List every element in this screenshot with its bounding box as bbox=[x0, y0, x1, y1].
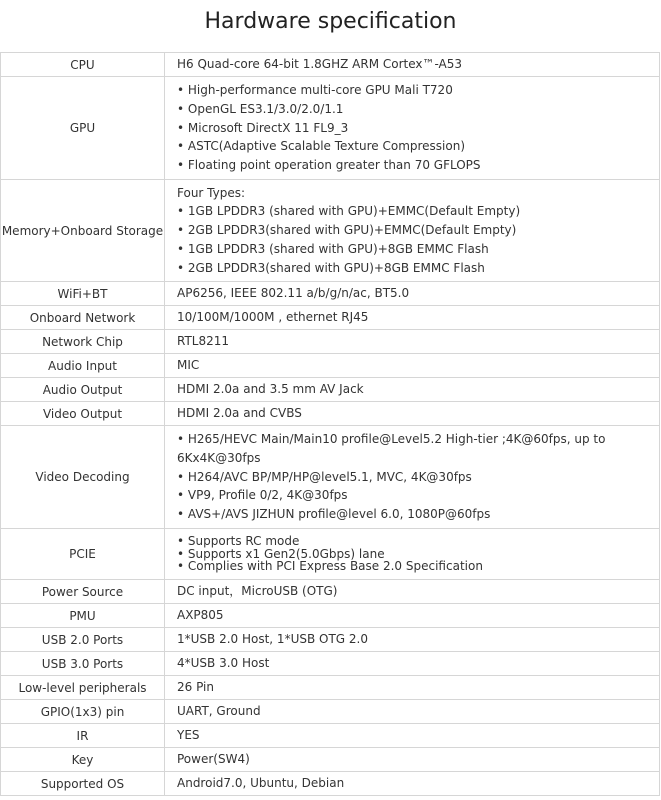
spec-value-line: 4*USB 3.0 Host bbox=[177, 656, 270, 671]
spec-label: GPIO(1x3) pin bbox=[1, 700, 165, 724]
spec-value bbox=[165, 652, 660, 676]
spec-value-line: • AVS+/AVS JIZHUN profile@level 6.0, 1080P@60fps bbox=[177, 507, 491, 522]
spec-value-line: RTL8211 bbox=[177, 334, 230, 349]
spec-label: USB 2.0 Ports bbox=[1, 628, 165, 652]
spec-value-line: UART, Ground bbox=[177, 704, 261, 719]
spec-value bbox=[165, 330, 660, 354]
spec-value bbox=[165, 724, 660, 748]
spec-label: IR bbox=[1, 724, 165, 748]
spec-row bbox=[1, 53, 660, 77]
spec-row bbox=[1, 282, 660, 306]
spec-label: Network Chip bbox=[1, 330, 165, 354]
spec-row bbox=[1, 652, 660, 676]
spec-label: Memory+Onboard Storage bbox=[1, 180, 165, 282]
spec-table bbox=[0, 52, 660, 796]
spec-row bbox=[1, 580, 660, 604]
spec-value bbox=[165, 628, 660, 652]
spec-row bbox=[1, 748, 660, 772]
spec-value-line: DC input，MicroUSB (OTG) bbox=[177, 584, 338, 599]
spec-row bbox=[1, 724, 660, 748]
spec-value-line: AP6256, IEEE 802.11 a/b/g/n/ac, BT5.0 bbox=[177, 286, 410, 301]
spec-label: Audio Output bbox=[1, 378, 165, 402]
spec-label: GPU bbox=[1, 77, 165, 180]
spec-value-line: • OpenGL ES3.1/3.0/2.0/1.1 bbox=[177, 101, 344, 116]
spec-value-line: 10/100M/1000M , ethernet RJ45 bbox=[177, 310, 369, 325]
spec-row bbox=[1, 180, 660, 282]
spec-value-line: • Microsoft DirectX 11 FL9_3 bbox=[177, 120, 349, 135]
spec-label: Power Source bbox=[1, 580, 165, 604]
spec-label: PMU bbox=[1, 604, 165, 628]
spec-value bbox=[165, 676, 660, 700]
spec-value-line: • H264/AVC BP/MP/HP@level5.1, MVC, 4K@30fps bbox=[177, 469, 472, 484]
spec-label: Video Decoding bbox=[1, 426, 165, 529]
spec-value bbox=[165, 426, 660, 529]
spec-label: Audio Input bbox=[1, 354, 165, 378]
spec-row bbox=[1, 772, 660, 796]
spec-value bbox=[165, 306, 660, 330]
spec-value-line: • H265/HEVC Main/Main10 profile@Level5.2 High-tier ;4K@60fps, up to bbox=[177, 432, 606, 446]
spec-value bbox=[165, 354, 660, 378]
spec-value-line: 1*USB 2.0 Host, 1*USB OTG 2.0 bbox=[177, 632, 368, 647]
spec-value bbox=[165, 700, 660, 724]
spec-value-line: MIC bbox=[177, 358, 200, 373]
spec-value bbox=[165, 529, 660, 580]
spec-row bbox=[1, 402, 660, 426]
spec-value-line: • 1GB LPDDR3 (shared with GPU)+EMMC(Default Empty) bbox=[177, 204, 521, 219]
spec-row bbox=[1, 354, 660, 378]
spec-value-line: • 2GB LPDDR3(shared with GPU)+8GB EMMC Flash bbox=[177, 260, 485, 275]
page-title: Hardware specification bbox=[204, 9, 457, 34]
spec-value-line: Power(SW4) bbox=[177, 752, 250, 767]
spec-label: USB 3.0 Ports bbox=[1, 652, 165, 676]
spec-value-line: Android7.0, Ubuntu, Debian bbox=[177, 776, 345, 791]
spec-value bbox=[165, 378, 660, 402]
spec-value bbox=[165, 748, 660, 772]
spec-value-line: • Floating point operation greater than 70 GFLOPS bbox=[177, 158, 481, 173]
spec-value-line: YES bbox=[177, 728, 200, 743]
spec-label: Key bbox=[1, 748, 165, 772]
spec-label: Video Output bbox=[1, 402, 165, 426]
spec-value bbox=[165, 180, 660, 282]
spec-value-line: • Complies with PCI Express Base 2.0 Specification bbox=[177, 559, 483, 574]
spec-row bbox=[1, 378, 660, 402]
spec-row bbox=[1, 426, 660, 529]
spec-row bbox=[1, 77, 660, 180]
spec-value-line: 26 Pin bbox=[177, 680, 214, 695]
spec-row bbox=[1, 330, 660, 354]
spec-label: Onboard Network bbox=[1, 306, 165, 330]
spec-label: PCIE bbox=[1, 529, 165, 580]
spec-label: WiFi+BT bbox=[1, 282, 165, 306]
spec-value bbox=[165, 772, 660, 796]
spec-value-line: HDMI 2.0a and CVBS bbox=[177, 406, 302, 421]
spec-value bbox=[165, 402, 660, 426]
spec-value-line: • Supports RC mode bbox=[177, 534, 300, 549]
spec-value-line: 6Kx4K@30fps bbox=[177, 450, 261, 465]
spec-label: Low-level peripherals bbox=[1, 676, 165, 700]
spec-value-line: • 1GB LPDDR3 (shared with GPU)+8GB EMMC Flash bbox=[177, 241, 489, 256]
spec-table-body bbox=[1, 53, 660, 796]
spec-value-line: • High-performance multi-core GPU Mali T720 bbox=[177, 83, 453, 97]
spec-value bbox=[165, 53, 660, 77]
spec-value-line: H6 Quad-core 64-bit 1.8GHZ ARM Cortex™-A53 bbox=[177, 57, 463, 72]
spec-value-line: HDMI 2.0a and 3.5 mm AV Jack bbox=[177, 382, 364, 397]
spec-label: CPU bbox=[1, 53, 165, 77]
spec-value-line: • Supports x1 Gen2(5.0Gbps) lane bbox=[177, 546, 385, 561]
spec-value bbox=[165, 604, 660, 628]
spec-value-line: • VP9, Profile 0/2, 4K@30fps bbox=[177, 488, 348, 503]
spec-row bbox=[1, 604, 660, 628]
spec-row bbox=[1, 700, 660, 724]
spec-row bbox=[1, 529, 660, 580]
spec-value-line: • ASTC(Adaptive Scalable Texture Compression) bbox=[177, 139, 466, 154]
spec-label: Supported OS bbox=[1, 772, 165, 796]
spec-value bbox=[165, 282, 660, 306]
spec-value-line: • 2GB LPDDR3(shared with GPU)+EMMC(Default Empty) bbox=[177, 223, 517, 238]
spec-value bbox=[165, 580, 660, 604]
spec-row bbox=[1, 306, 660, 330]
spec-row bbox=[1, 676, 660, 700]
spec-value-line: Four Types: bbox=[177, 185, 246, 200]
spec-value bbox=[165, 77, 660, 180]
spec-row bbox=[1, 628, 660, 652]
spec-value-line: AXP805 bbox=[177, 608, 224, 623]
